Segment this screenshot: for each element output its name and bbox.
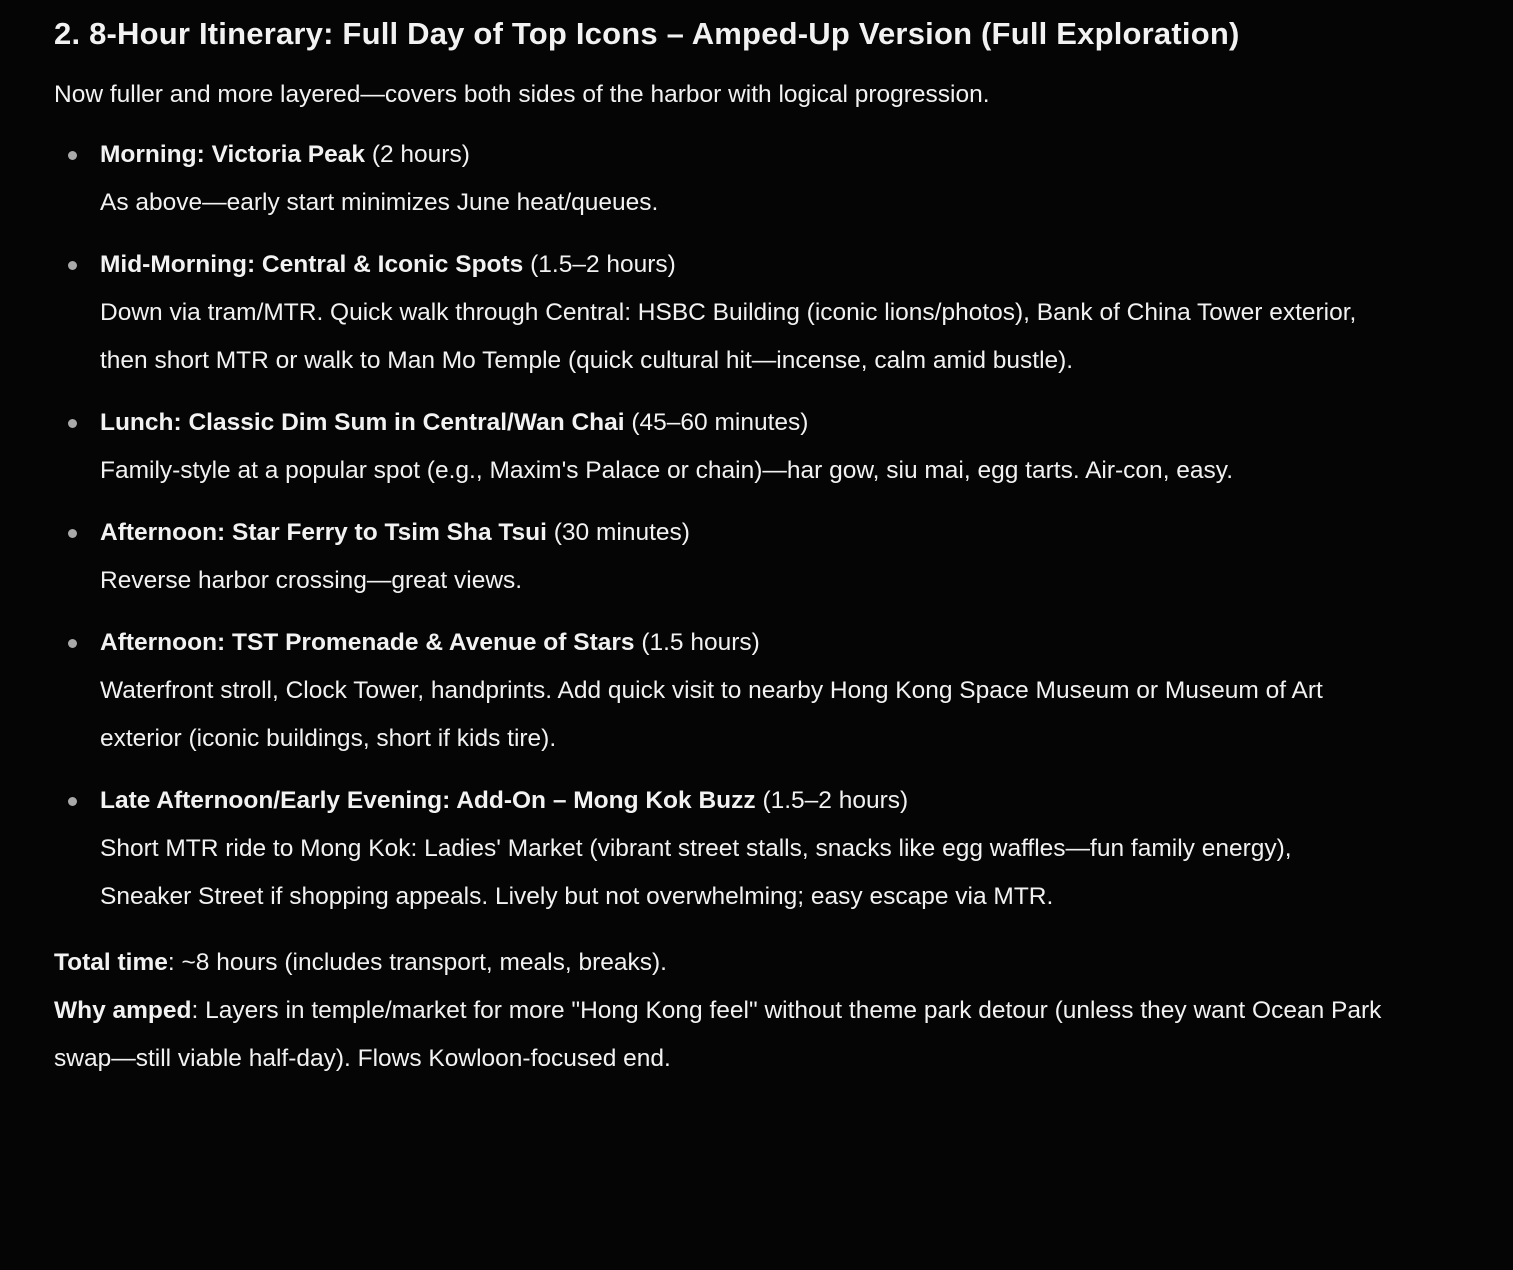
item-duration: (1.5–2 hours) (530, 251, 676, 278)
item-heading (100, 241, 1384, 289)
item-description: Waterfront stroll, Clock Tower, handprints. Add quick visit to nearby Hong Kong Space Museum or Museum of Art exterior (iconic buildings, short if kids tire). (100, 677, 1323, 752)
item-heading (100, 509, 1384, 557)
item-label: Afternoon: Star Ferry to Tsim Sha Tsui (100, 519, 547, 546)
item-label: Late Afternoon/Early Evening: Add-On – Mong Kok Buzz (100, 787, 756, 814)
bullet-icon (68, 639, 77, 648)
list-item (54, 399, 1384, 495)
itinerary-summary (54, 939, 1384, 1083)
list-item (54, 619, 1384, 763)
item-label: Lunch: Classic Dim Sum in Central/Wan Chai (100, 409, 625, 436)
item-label: Afternoon: TST Promenade & Avenue of Stars (100, 629, 635, 656)
item-duration: (1.5 hours) (641, 629, 760, 656)
itinerary-intro: Now fuller and more layered—covers both sides of the harbor with logical progression. (54, 81, 990, 108)
item-description: Down via tram/MTR. Quick walk through Central: HSBC Building (iconic lions/photos), Bank of China Tower exterior, then short MTR or walk to Man Mo Temple (quick cultural hit—incense, calm amid bustle). (100, 299, 1357, 374)
item-label: Mid-Morning: Central & Iconic Spots (100, 251, 524, 278)
itinerary-list (54, 131, 1384, 921)
why-amped-line (54, 987, 1384, 1083)
item-label: Morning: Victoria Peak (100, 141, 366, 168)
total-time-label: Total time (54, 949, 168, 976)
bullet-icon (68, 261, 77, 270)
item-duration: (1.5–2 hours) (762, 787, 909, 814)
item-heading (100, 777, 1384, 825)
why-amped-text: : Layers in temple/market for more "Hong Kong feel" without theme park detour (unless they want Ocean Park swap—still viable half-day). Flows Kowloon-focused end. (54, 997, 1382, 1072)
list-item (54, 241, 1384, 385)
item-heading (100, 399, 1384, 447)
item-heading (100, 619, 1384, 667)
total-time-line (54, 939, 1384, 987)
list-item (54, 131, 1384, 227)
total-time-text: : ~8 hours (includes transport, meals, breaks). (167, 949, 667, 976)
item-heading (100, 131, 1384, 179)
bullet-icon (68, 797, 77, 806)
item-duration: (2 hours) (371, 141, 470, 168)
bullet-icon (68, 529, 77, 538)
item-description: As above—early start minimizes June heat/queues. (100, 189, 659, 216)
bullet-icon (68, 419, 77, 428)
item-description: Short MTR ride to Mong Kok: Ladies' Market (vibrant street stalls, snacks like egg waffles—fun family energy), Sneaker Street if shopping appeals. Lively but not overwhelming; easy escape via MTR. (100, 835, 1292, 910)
bullet-icon (68, 151, 77, 160)
item-duration: (45–60 minutes) (631, 409, 809, 436)
itinerary-heading: 2. 8-Hour Itinerary: Full Day of Top Icons – Amped-Up Version (Full Exploration) (54, 16, 1240, 51)
list-item (54, 777, 1384, 921)
item-duration: (30 minutes) (553, 519, 690, 546)
item-description: Family-style at a popular spot (e.g., Maxim's Palace or chain)—har gow, siu mai, egg tarts. Air-con, easy. (100, 457, 1234, 484)
list-item (54, 509, 1384, 605)
item-description: Reverse harbor crossing—great views. (100, 567, 523, 594)
why-amped-label: Why amped (54, 997, 192, 1024)
